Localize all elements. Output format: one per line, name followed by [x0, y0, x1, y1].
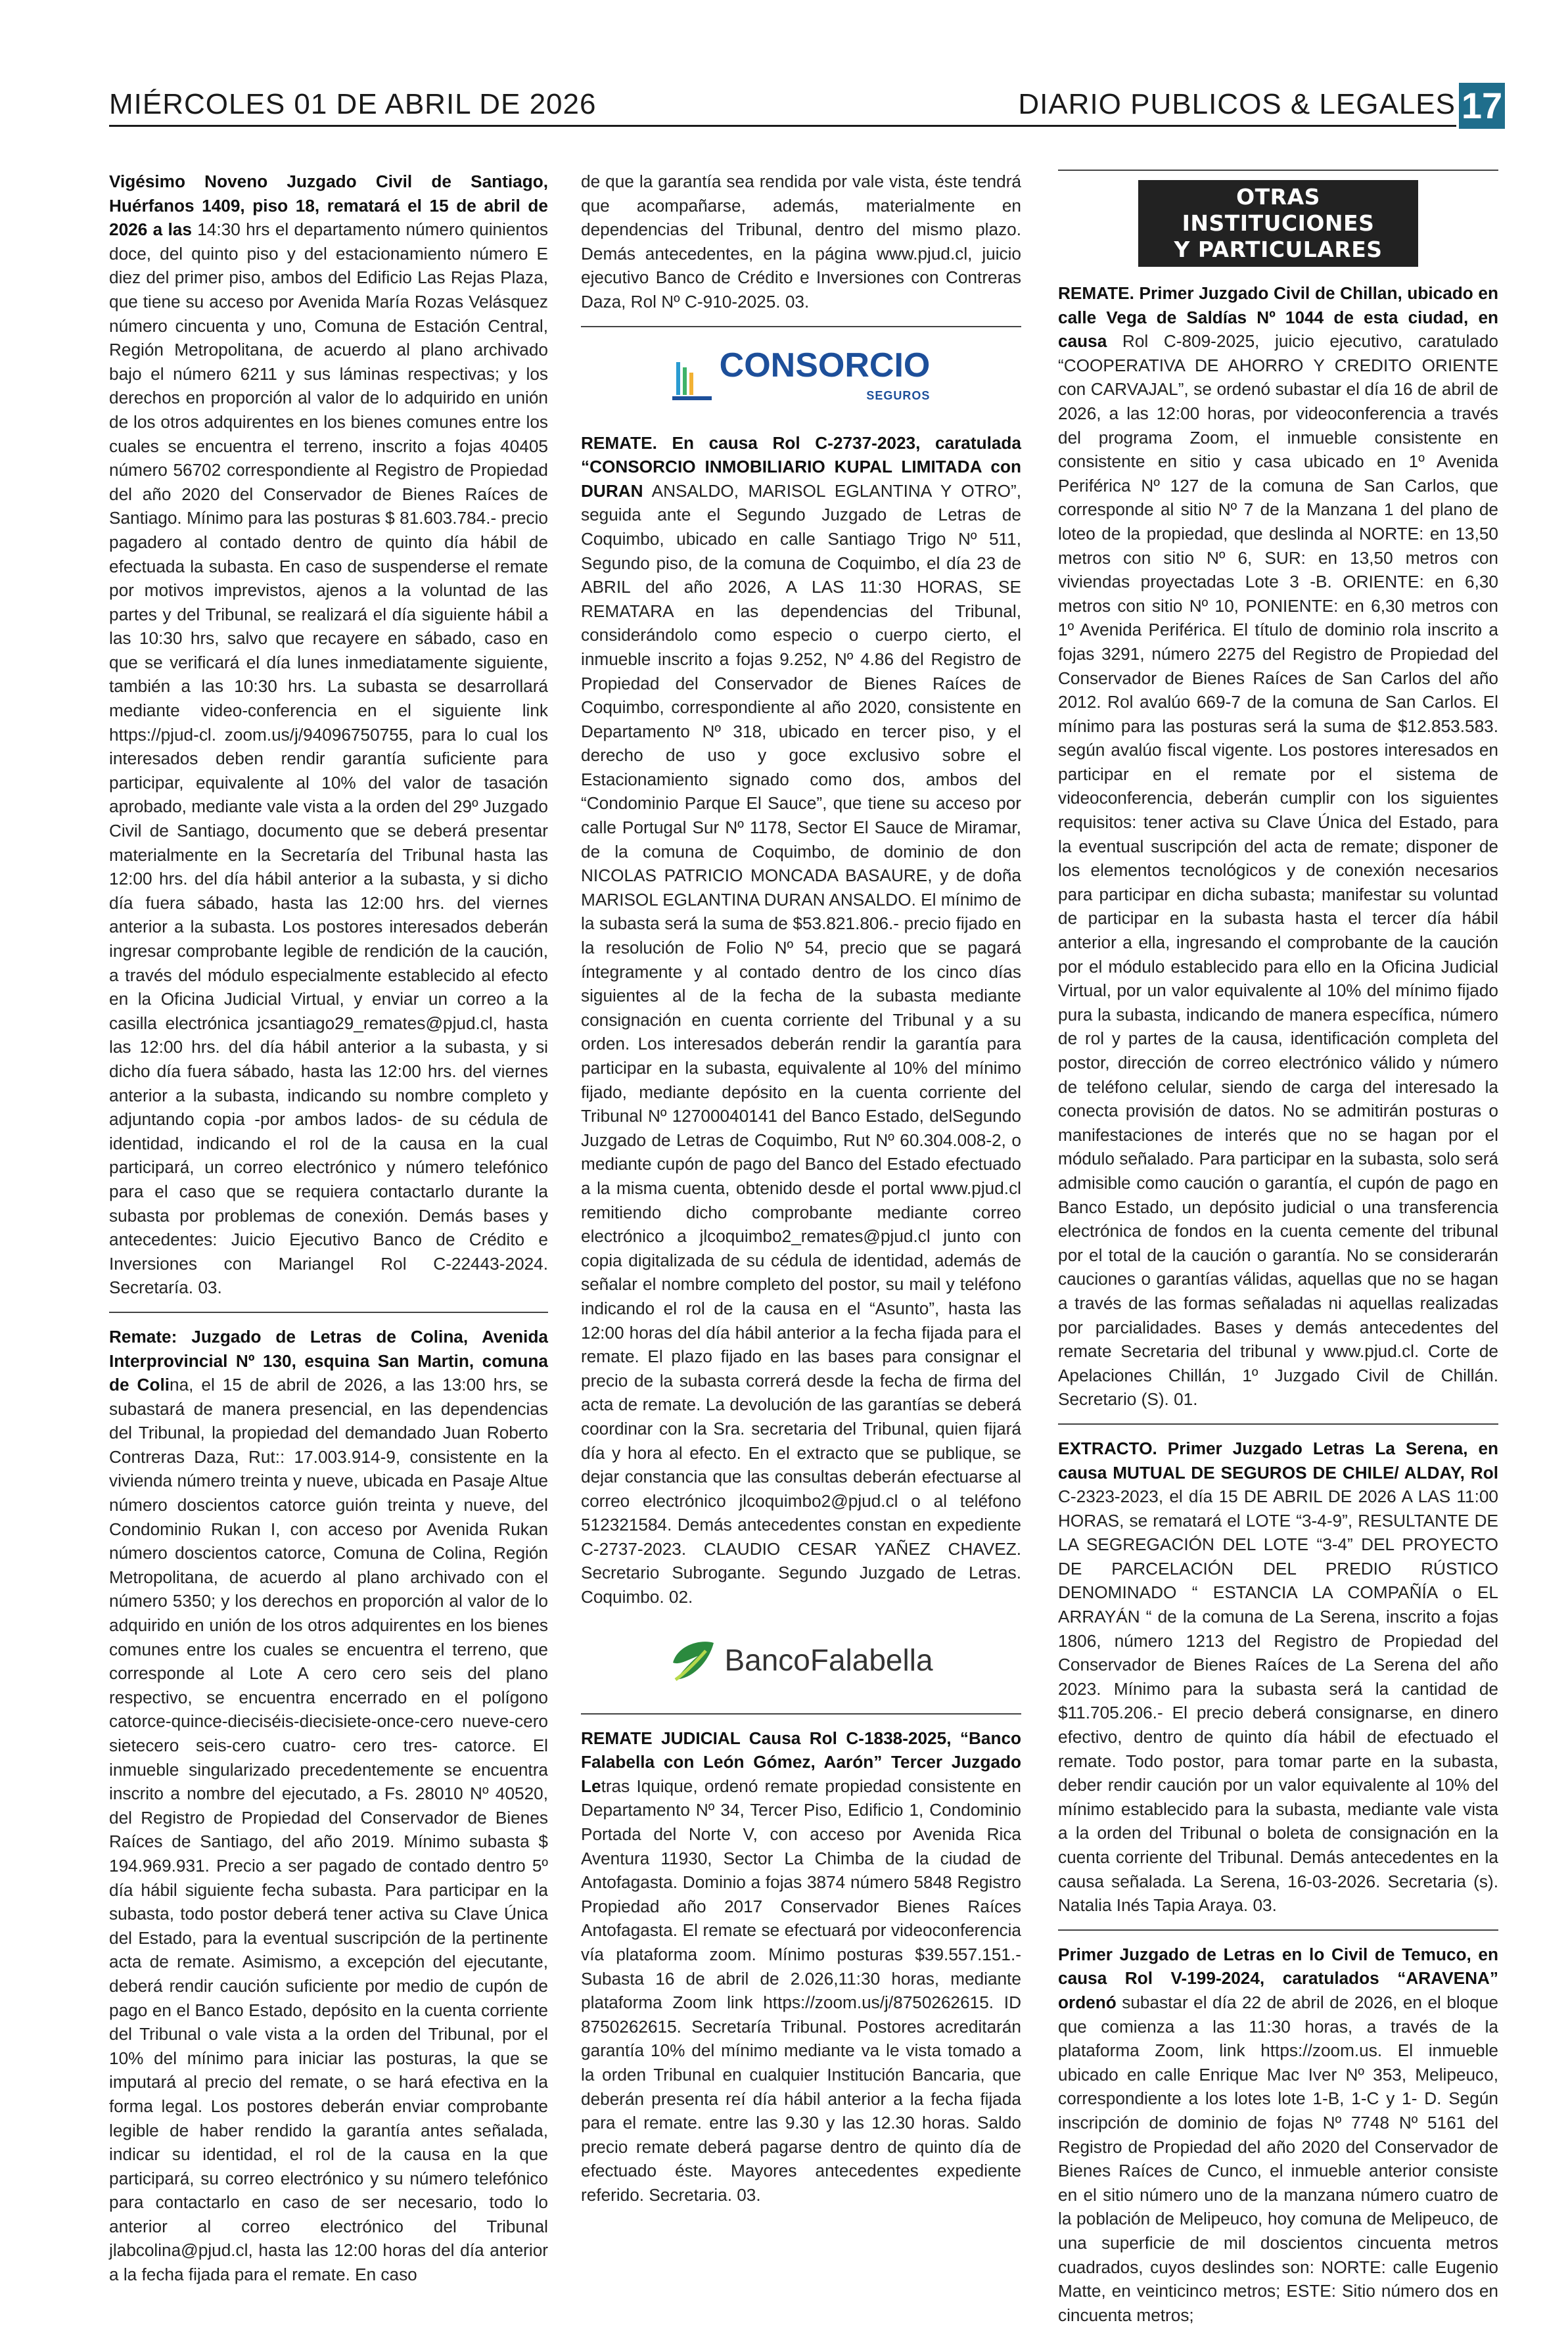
notice-iquique — [581, 1726, 1021, 2207]
notice-body: C-2323-2023, el día 15 DE ABRIL DE 2026 A LAS 11:00 HORAS, se rematará el LOTE “3-4-9”, RESULTANTE DE LA SEGREGACIÓN DEL LOTE “3-4” DEL PROYECTO DE PARCELACIÓN DEL PREDIO RÚSTICO DENOMINADO “ ESTANCIA LA COMPAÑÍA o EL ARRAYÁN “ de la comuna de La Serena, inscrito a fojas 1806, número 1213 del Registro de Propiedad del Conservador de Bienes Raíces de La Serena del año 2023. Mínimo para la subasta será la cantidad de $11.705.206.- El precio deberá consignarse, en dinero efectivo, dentro de quinto día hábil de efectuado el remate. Todo postor, para tomar parte en la subasta, deber rendir caución por un valor equivalente al 10% del mínimo establecido para la subasta, mediante vale vista a la orden del Tribunal o boleta de consignación en la cuenta corriente del Tribunal. Demás antecedentes en la causa señalada. La Serena, 16-03-2026. Secretaria (s). Natalia Inés Tapia Araya. 03. — [1058, 1486, 1498, 1916]
section-rule — [1058, 170, 1498, 171]
notice-lead: REMATE. En causa Rol C-2737-2023, caratulada “CONSORCIO INMOBILIARIO KUPAL LIMITADA con DURAN — [581, 432, 1021, 501]
section-banner-line2: Y PARTICULARES — [1174, 237, 1383, 262]
notice-lead: Primer Juzgado de Letras en lo Civil de Temuco, en causa Rol V-199-2024, caratulados “ARAVENA” ordenó — [1058, 1944, 1498, 2012]
section-banner — [1138, 180, 1418, 267]
notice-lead: EXTRACTO. Primer Juzgado Letras La Serena, en causa MUTUAL DE SEGUROS DE CHILE/ ALDAY, Rol — [1058, 1438, 1498, 1483]
consorcio-mark-icon — [672, 356, 712, 402]
bancofalabella-leaf-icon — [669, 1636, 718, 1685]
consorcio-wordmark: CONSORCIO — [719, 346, 931, 385]
notice-body: subastar el día 22 de abril de 2026, en el bloque que comienza a las 11:30 horas, a través de la plataforma Zoom, link https://zoom.us. El inmueble ubicado en calle Enrique Mac Iver Nº 353, Melipeuco, correspondiente a los lotes lote 1-B, 1-C y 1- D. Según inscripción de dominio de fojas Nº 7748 Nº 5161 del Registro de Propiedad del año 2020 del Conservador de Bienes Raíces de Cunco, el inmueble anterior consiste en el sitio número uno de la manzana número cuatro de la población de Melipeuco, hoy comuna de Melipeuco, de una superficie de mil doscientos cincuenta metros cuadrados, cuyos deslindes son: NORTE: calle Eugenio Matte, en veinticinco metros; ESTE: Sitio número dos en cincuenta metros; — [1058, 1992, 1498, 2325]
notice-la-serena — [1058, 1437, 1498, 1918]
notice-colina — [109, 1325, 548, 2287]
notice-coquimbo — [581, 431, 1021, 1609]
notice-temuco — [1058, 1943, 1498, 2327]
notice-separator — [581, 1713, 1021, 1715]
bancofalabella-wordmark: BancoFalabella — [724, 1643, 933, 1678]
notice-body: ANSALDO, MARISOL EGLANTINA Y OTRO”, seguida ante el Segundo Juzgado de Letras de Coquimbo, ubicado en calle Santiago Trigo Nº 511, Segundo piso, de la comuna de Coquimbo, el día 23 de ABRIL del año 2026, A LAS 11:30 HORAS, SE REMATARA en las dependencias del Tribunal, considerándolo como especio o cuerpo cierto, el inmueble inscrito a fojas 9.252, Nº 4.86 del Registro de Propiedad del Conservador de Bienes Raíces de Coquimbo, correspondiente al año 2020, consistente en Departamento Nº 318, ubicado en tercer piso, y el derecho de uso y goce exclusivo sobre el Estacionamiento signado como dos, ambos del “Condominio Parque El Sauce”, que tiene su acceso por calle Portugal Sur Nº 1178, Sector El Sauce de Miramar, de la comuna de Coquimbo, de dominio de don NICOLAS PATRICIO MONCADA BASAURE, y de doña MARISOL EGLANTINA DURAN ANSALDO. El mínimo de la subasta será la suma de $53.821.806.- precio fijado en la resolución de Folio Nº 54, precio que se pagará íntegramente y al contado dentro de los cinco días siguientes al de la fecha de la subasta mediante consignación en cuenta corriente del Tribunal y a su orden. Los interesados deberán rendir la garantía para participar en la subasta, equivalente al 10% del mínimo fijado, mediante depósito en la cuenta corriente del Tribunal Nº 12700040141 del Banco Estado, delSegundo Juzgado de Letras de Coquimbo, Rut Nº 60.304.008-2, o mediante cupón de pago del Banco del Estado efectuado a la misma cuenta, obtenido desde el portal www.pjud.cl remitiendo dicho comprobante mediante correo electrónico a jlcoquimbo2_remates@pjud.cl junto con copia digitalizada de su cédula de identidad, además de señalar el nombre completo del postor, su mail y teléfono indicando el rol de la causa en el “Asunto”, hasta las 12:00 horas del día hábil anterior a la fecha fijada para el remate. El plazo fijado en las bases para consignar el precio de la subasta correrá desde la fecha de firma del acta de remate. La devolución de las garantías se deberá coordinar con la Sra. secretaria del Tribunal, quien fijará día y hora al efecto. En el extracto que se publique, se dejar constancia que las consultas deberán efectuarse al correo electrónico jlcoquimbo2@pjud.cl o al teléfono 512321584. Demás antecedentes constan en expediente C-2737-2023. CLAUDIO CESAR YAÑEZ CHAVEZ. Secretario Subrogante. Segundo Juzgado de Letras. Coquimbo. 02. — [581, 480, 1021, 1607]
notice-separator — [109, 1312, 548, 1313]
notice-separator — [1058, 1929, 1498, 1931]
column-2 — [581, 170, 1021, 2259]
header-publication: DIARIO PUBLICOS & LEGALES — [1018, 88, 1456, 120]
column-3 — [1058, 170, 1498, 2325]
notice-colina-continued — [581, 170, 1021, 314]
notice-lead: Remate: Juzgado de Letras de Colina, Avenida Interprovincial Nº 130, esquina San Martin, comuna de Coli — [109, 1326, 548, 1395]
section-banner-line1: OTRAS INSTITUCIONES — [1182, 184, 1375, 236]
column-1 — [109, 170, 549, 2285]
consorcio-logo — [581, 339, 1021, 418]
header-date: MIÉRCOLES 01 DE ABRIL DE 2026 — [109, 88, 597, 120]
notice-body: na, el 15 de abril de 2026, a las 13:00 hrs, se subastará de manera presencial, en las dependencias del Tribunal, la propiedad del demandado Juan Roberto Contreras Daza, Rut:: 17.003.914-9, consistente en la vivienda número treinta y nueve, ubicada en Pasaje Altue número doscientos catorce guión treinta y nueve, del Condominio Rukan I, con acceso por Avenida Rukan número doscientos catorce, Comuna de Colina, Región Metropolitana, de acuerdo al plano archivado con el número 5350; y los derechos en proporción al valor de lo adquirido en unión de los otros adquirentes en los bienes comunes entre los cuales se encuentra el terreno, que corresponde al Lote A cero cero seis del plano respectivo, se encuentra encerrado en el polígono catorce-quince-dieciséis-diecisiete-once-cero nueve-cero sietecero seis-cero cuatro- cero tres- catorce. El inmueble singularizado precedentemente se encuentra inscrito a nombre del ejecutado, a Fs. 28010 Nº 40520, del Registro de Propiedad del Conservador de Bienes Raíces de Santiago, del año 2019. Mínimo subasta $ 194.969.931. Precio a ser pagado de contado dentro 5º día hábil siguiente fecha subasta. Para participar en la subasta, todo postor deberá tener activa su Clave Única del Estado, para la eventual suscripción de la pertinente acta de remate. Asimismo, a excepción del ejecutante, deberá rendir caución suficiente por medio de cupón de pago en el Banco Estado, depósito en la cuenta corriente del Tribunal o vale vista a la orden del Tribunal, por el 10% del mínimo para iniciar las posturas, la que se imputará al precio del remate, o se hará efectiva en la forma legal. Los postores deberán enviar comprobante legible de haber rendido la garantía antes señalada, indicar su identidad, el rol de la causa en la que participará, su correo electrónico y su número telefónico para contactarlo en caso de ser necesario, todo lo anterior al correo electrónico del Tribunal jlabcolina@pjud.cl, hasta las 12:00 horas del día anterior a la fecha fijada para el remate. En caso — [109, 1375, 549, 2285]
page-number: 17 — [1459, 83, 1505, 129]
notice-body: Rol C-809-2025, juicio ejecutivo, caratulado “COOPERATIVA DE AHORRO Y CREDITO ORIENTE con CARVAJAL”, se ordenó subastar el día 16 de abril de 2026, a las 12:00 horas, por videoconferencia a través del programa Zoom, el inmueble consistente en consistente en sitio y casa ubicado en 1º Avenida Periférica Nº 127 de la comuna de San Carlos, que corresponde al sitio Nº 7 de la Manzana 1 del plano de loteo de la propiedad, que deslinda al NORTE: en 13,50 metros con sitio Nº 6, SUR: en 13,50 metros con viviendas proyectadas Lote 3 -B. ORIENTE: en 6,30 metros con sitio Nº 10, PONIENTE: en 6,30 metros con 1º Avenida Periférica. El título de dominio rola inscrito a fojas 3291, número 2275 del Registro de Propiedad del Conservador de Bienes Raíces de San Carlos del año 2012. Rol avalúo 669-7 de la comuna de San Carlos. El mínimo para las posturas será la suma de $12.853.583. según avalúo fiscal vigente. Los postores interesados en participar en el remate por el sistema de videoconferencia, deberán cumplir con los siguientes requisitos: tener activa su Clave Única del Estado, para la eventual suscripción del acta de remate; disponer de los elementos tecnológicos y de conexión necesarios para participar en dicha subasta; manifestar su voluntad de participar en la subasta hasta el tercer día hábil anterior a ella, ingresando el comprobante de la caución por el módulo establecido para ello en la Oficina Judicial Virtual, por un valor equivalente al 10% del mínimo fijado pura la subasta, indicando de manera específica, número de rol y partes de la causa, identificación completa del postor, dirección de correo electrónico válido y número de teléfono celular, siendo de carga del interesado la conecta provisión de datos. No se admitirán posturas o manifestaciones de interés que no se hagan por el módulo señalado. Para participar en la subasta, solo será admisible como caución o garantía, el cupón de pago en Banco Estado, un depósito judicial o una transferencia electrónica de fondos en la cuenta cemente del tribunal por el total de la caución o garantía. No se considerarán cauciones o garantías válidas, aquellas que no se hagan a través de las formas señaladas ni aquellas realizadas por parcialidades. Bases y demás antecedentes del remate Secretaria del tribunal y www.pjud.cl. Corte de Apelaciones Chillán, 1º Juzgado Civil de Chillán. Secretario (S). 01. — [1058, 331, 1498, 1410]
notice-chillan — [1058, 281, 1498, 1412]
notice-santiago-29 — [109, 170, 548, 1300]
notice-body: tras Iquique, ordenó remate propiedad consistente en Departamento Nº 34, Tercer Piso, Edificio 1, Condominio Portada del Norte V, con acceso por Avenida Rica Aventura 11930, Sector La Chimba de la ciudad de Antofagasta. Dominio a fojas 3874 número 5848 Registro Propiedad año 2017 Conservador Bienes Raíces Antofagasta. El remate se efectuará por videoconferencia vía plataforma zoom. Mínimo posturas $39.557.151.- Subasta 16 de abril de 2.026,11:30 horas, mediante plataforma Zoom link https://zoom.us/j/8750262615. ID 8750262615. Secretaría Tribunal. Postores acreditarán garantía 10% del mínimo mediante va le vista tomado a la orden Tribunal en cualquier Institución Bancaria, que deberán presenta reí día hábil anterior a la fecha fijada para el remate. entre las 9.30 y las 12.30 horas. Saldo precio remate deberá pagarse dentro de quinto día de efectuado éste. Mayores antecedentes expediente referido. Secretaria. 03. — [581, 1776, 1021, 2205]
notice-lead: Vigésimo Noveno Juzgado Civil de Santiago, Huérfanos 1409, piso 18, rematará el 15 de abril de 2026 a las — [109, 172, 548, 240]
notice-lead: REMATE JUDICIAL Causa Rol C-1838-2025, “Banco Falabella con León Gómez, Aarón” Tercer Juzgado Le — [581, 1728, 1021, 1796]
notice-separator — [1058, 1423, 1498, 1425]
notice-body: 14:30 hrs el departamento número quinientos doce, del quinto piso y del estacionamiento número E diez del primer piso, ambos del Edificio Las Rejas Plaza, que tiene su acceso por Avenida María Rozas Velásquez número cincuenta y uno, Comuna de Estación Central, Región Metropolitana, de acuerdo al plano archivado bajo el número 6211 y sus láminas respectivas; y los derechos en proporción al valor de lo adquirido en unión de los otros adquirentes en los bienes comunes entre los cuales se encuentra el terreno, inscrito a fojas 40405 número 56702 correspondiente al Registro de Propiedad del año 2020 del Conservador de Bienes Raíces de Santiago. Mínimo para las posturas $ 81.603.784.- precio pagadero al contado dentro de quinto día hábil de efectuada la subasta. En caso de suspenderse el remate por motivos imprevistos, ajenos a la voluntad de las partes y del Tribunal, se realizará el día siguiente hábil a las 10:30 hrs, salvo que recayere en sábado, caso en que se verificará el día lunes inmediatamente siguiente, también a las 10:30 hrs. La subasta se desarrollará mediante video-conferencia en el siguiente link https://pjud-cl. zoom.us/j/94096750755, para lo cual los interesados deben rendir garantía suficiente para participar, equivalente al 10% del valor de tasación aprobado, mediante vale vista a la orden del 29º Juzgado Civil de Santiago, documento que se deberá presentar materialmente en la Secretaría del Tribunal hasta las 12:00 hrs. del día hábil anterior a la subasta, y si dicho día fuera sábado, hasta las 12:00 hrs. del viernes anterior a la subasta. Los postores interesados deberán ingresar comprobante legible de rendición de la caución, a través del módulo especialmente establecido al efecto en la Oficina Judicial Virtual, y enviar un correo a la casilla electrónica jcsantiago29_remates@pjud.cl, hasta las 12:00 hrs. del día hábil anterior a la subasta, y si dicho día fuera sábado, hasta las 12:00 hrs. del viernes anterior a la subasta, indicando su nombre completo y adjuntando copia -por ambos lados- de su cédula de identidad, indicando el rol de la causa en la cual participará, un correo electrónico y número telefónico para el caso que se requiera contactarlo durante la subasta por problemas de conexión. Demás bases y antecedentes: Juicio Ejecutivo Banco de Crédito e Inversiones con Mariangel Rol C-22443-2024. Secretaría. 03. — [109, 219, 549, 1298]
notice-body: de que la garantía sea rendida por vale vista, éste tendrá que acompañarse, además, materialmente en dependencias del Tribunal, dentro del mismo plazo. Demás antecedentes, en la página www.pjud.cl, juicio ejecutivo Banco de Crédito e Inversiones con Contreras Daza, Rol Nº C-910-2025. 03. — [581, 172, 1021, 311]
header-rule — [109, 125, 1456, 127]
notice-separator — [581, 326, 1021, 327]
bancofalabella-logo — [581, 1621, 1021, 1700]
notice-lead: REMATE. Primer Juzgado Civil de Chillan, ubicado en calle Vega de Saldías Nº 1044 de esta ciudad, en causa — [1058, 283, 1498, 352]
consorcio-subtitle: SEGUROS — [866, 389, 931, 403]
